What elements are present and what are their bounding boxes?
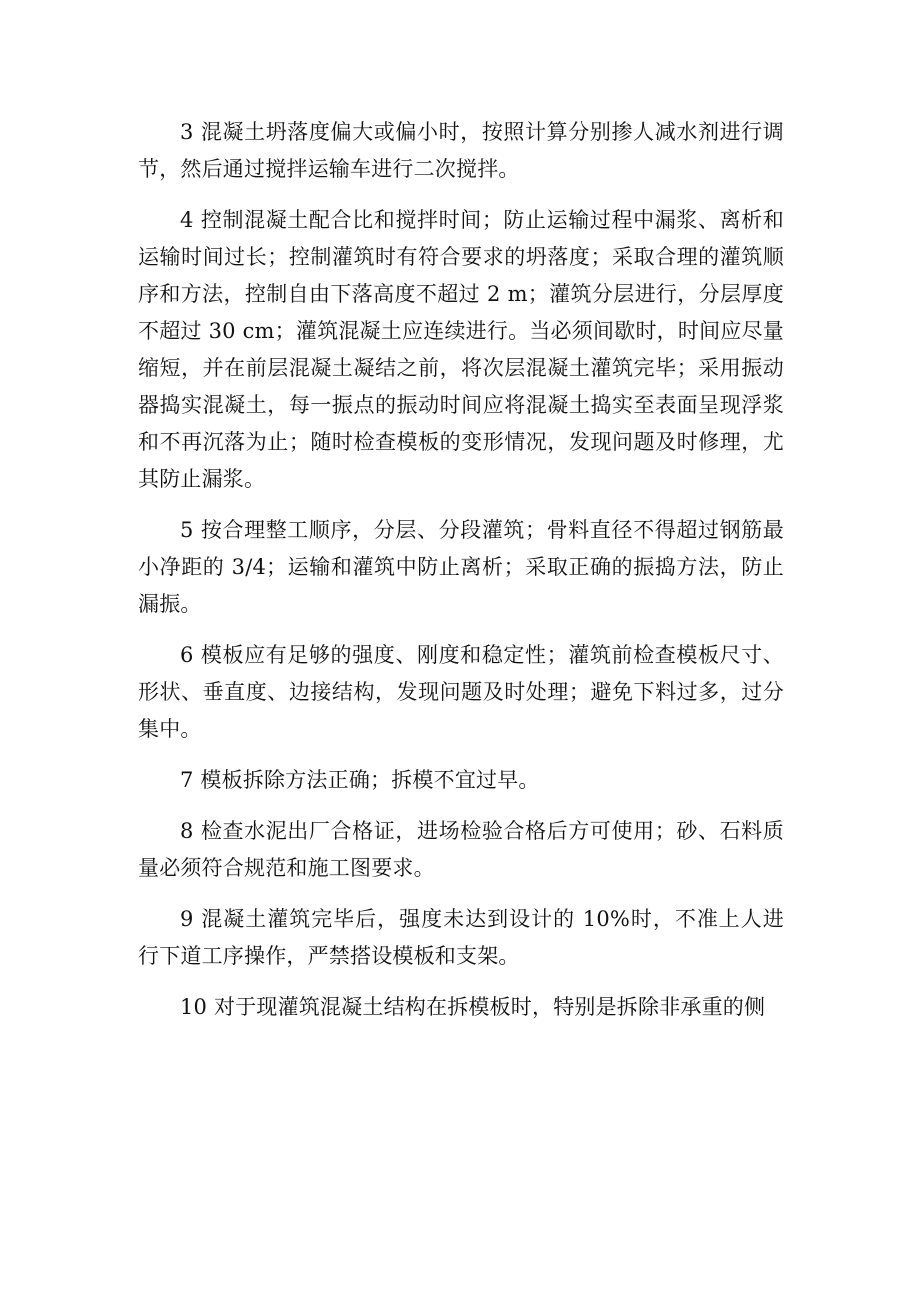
paragraph-9: 9 混凝土灌筑完毕后，强度未达到设计的 10%时，不准上人进行下道工序操作，严禁搭设模板和支架。 xyxy=(138,907,784,968)
paragraph-7: 7 模板拆除方法正确；拆模不宜过早。 xyxy=(180,768,540,792)
paragraph-5: 5 按合理整工顺序，分层、分段灌筑；骨料直径不得超过钢筋最小净距的 3/4；运输和灌筑中防止离析；采取正确的振捣方法，防止漏振。 xyxy=(138,518,784,616)
paragraph-10: 10 对于现灌筑混凝土结构在拆模板时，特别是拆除非承重的侧 xyxy=(180,995,766,1019)
paragraph-8: 8 检查水泥出厂合格证，进场检验合格后方可使用；砂、石料质量必须符合规范和施工图要求。 xyxy=(138,819,784,880)
paragraph-3: 3 混凝土坍落度偏大或偏小时，按照计算分别掺人减水剂进行调节，然后通过搅拌运输车进行二次搅拌。 xyxy=(138,120,784,181)
paragraph-6: 6 模板应有足够的强度、刚度和稳定性；灌筑前检查模板尺寸、形状、垂直度、边接结构，发现问题及时处理；避免下料过多，过分集中。 xyxy=(138,643,784,741)
paragraph-4: 4 控制混凝土配合比和搅拌时间；防止运输过程中漏浆、离析和运输时间过长；控制灌筑时有符合要求的坍落度；采取合理的灌筑顺序和方法，控制自由下落高度不超过 2 m；灌筑分层进行，分层厚度不超过 30 cm；灌筑混凝土应连续进行。当必须间歇时，时间应尽量缩短，并在前层混凝土凝结之前，将次层混凝土灌筑完毕；采用振动器捣实混凝土，每一振点的振动时间应将混凝土捣实至表面呈现浮浆和不再沉落为止；随时检查模板的变形情况，发现问题及时修理，尤其防止漏浆。 xyxy=(138,208,784,491)
document-body xyxy=(138,114,784,1040)
